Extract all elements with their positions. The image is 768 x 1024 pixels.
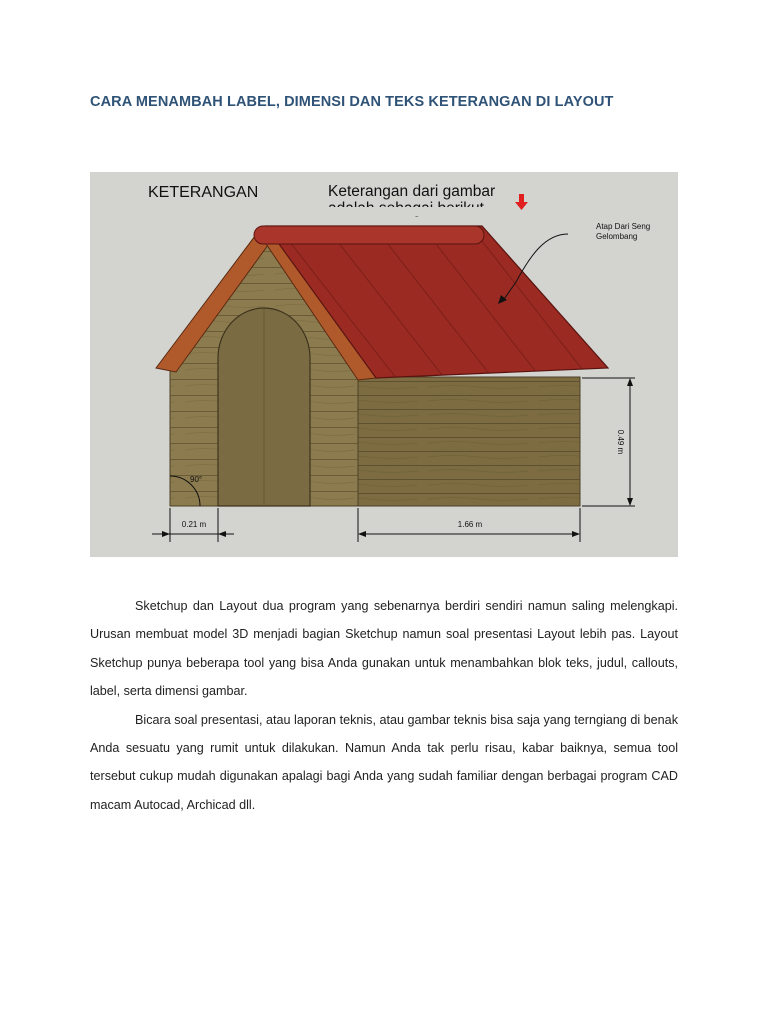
paragraph-1: Sketchup dan Layout dua program yang sebenarnya berdiri sendiri namun saling melengkapi. Urusan membuat model 3D menjadi bagian Sketchup namun soal presentasi Layout lebih pas. Layout Sketchup punya beberapa tool yang bisa Anda gunakan untuk menambahkan blok teks, judul, callouts, label, serta dimensi gambar. bbox=[90, 599, 678, 699]
figure-note-line1: Keterangan dari gambar bbox=[328, 183, 496, 200]
side-wall bbox=[358, 377, 580, 506]
doghouse-drawing bbox=[90, 172, 678, 557]
body-text bbox=[90, 592, 678, 819]
callout-label-line2: Gelombang bbox=[596, 232, 638, 241]
page-title: CARA MENAMBAH LABEL, DIMENSI DAN TEKS KETERANGAN DI LAYOUT bbox=[90, 94, 614, 110]
svg-text:90°: 90° bbox=[190, 475, 203, 484]
callout-label-line1: Atap Dari Seng bbox=[596, 222, 651, 231]
door-width-dimension-label: 0.21 m bbox=[181, 520, 207, 529]
roof-ridge bbox=[254, 226, 484, 244]
height-dimension-label: 0.49 m bbox=[616, 429, 625, 455]
paragraph-2: Bicara soal presentasi, atau laporan teknis, atau gambar teknis bisa saja yang terngiang di benak Anda sesuatu yang rumit untuk dilakukan. Namun Anda tak perlu risau, kabar baiknya, semua tool tersebut cukup mudah digunakan apalagi bagi Anda yang sudah familiar dengan berbagai program CAD macam Autocad, Archicad dll. bbox=[90, 712, 678, 812]
side-length-dimension-label: 1.66 m bbox=[457, 520, 483, 529]
figure-heading: KETERANGAN bbox=[148, 184, 259, 201]
doghouse-figure bbox=[90, 172, 678, 557]
